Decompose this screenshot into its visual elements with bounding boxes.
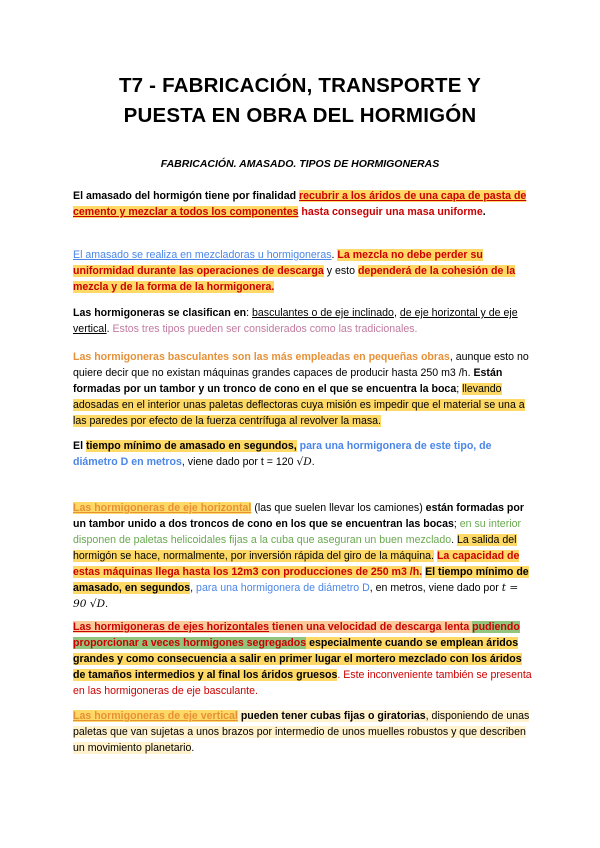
paragraph-clasificacion	[73, 305, 533, 337]
paragraph-amasado	[73, 188, 533, 220]
text-run: de eje horizontal y de eje vertical	[73, 307, 518, 335]
text-run: Estos tres tipos pueden ser considerados como las tradicionales.	[112, 323, 418, 335]
highlighted-text: tienen una velocidad de descarga lenta	[269, 621, 473, 633]
highlighted-text: Las hormigoneras de eje vertical	[73, 710, 238, 722]
text-run: El	[73, 440, 86, 452]
page-title	[40, 71, 560, 131]
highlighted-text: La capacidad de estas máquinas llega hasta los 12m3 con producciones de 250 m3 /h.	[73, 550, 520, 578]
text-run: El amasado se realiza en mezcladoras u hormigoneras	[73, 249, 332, 261]
text-run: Las hormigoneras se clasifican en	[73, 307, 247, 319]
section-subtitle: FABRICACIÓN. AMASADO. TIPOS DE HORMIGONERAS	[160, 158, 440, 170]
paragraph-eje-vertical	[73, 708, 533, 756]
highlighted-text: La mezcla no debe perder su uniformidad durante las operaciones de descarga	[73, 249, 483, 277]
text-run: para una hormigonera de diámetro D	[196, 582, 370, 594]
paragraph-basculantes	[73, 349, 533, 429]
highlighted-text: especialmente cuando se emplean áridos grandes y como consecuencia a salir en primer lugar el mortero mezclado con los áridos de tamaños intermedios y al final los áridos gruesos	[73, 637, 522, 681]
text-run: ;	[453, 518, 460, 530]
highlighted-text: recubrir a los áridos de una capa de pasta de cemento y mezclar a todos los componentes	[73, 190, 527, 218]
text-run: en su interior disponen de paletas helicoidales fijas a la cuba que aseguran un buen mezclado	[73, 518, 521, 546]
text-run: hasta conseguir una masa uniforme	[298, 206, 483, 218]
text-run: .	[451, 534, 458, 546]
text-run: están formadas por un tambor unido a dos troncos de cono en los que se encuentran las bocas	[73, 502, 524, 530]
paragraph-descarga	[73, 619, 533, 699]
highlighted-text: , disponiendo de unas paletas que van sujetas a unos brazos por intermedio de unos muelles robustos y que describen un movimiento planetario	[73, 710, 530, 754]
text-run: El amasado del hormigón tiene por finalidad	[73, 190, 300, 202]
text-run: .	[105, 598, 109, 610]
paragraph-eje-horizontal	[73, 500, 533, 612]
text-run: , viene dado por t = 120	[181, 456, 297, 468]
text-run: , en metros, viene dado por	[369, 582, 502, 594]
formula: √D	[296, 456, 312, 468]
text-run: ,	[190, 582, 197, 594]
text-run: Las hormigoneras basculantes son las más empleadas en pequeñas obras	[73, 351, 450, 363]
text-run: . Este inconveniente también se presenta en las hormigoneras de eje basculante.	[73, 669, 532, 697]
highlighted-text: La salida del hormigón se hace, normalmente, por inversión rápida del giro de la máquina.	[73, 534, 517, 562]
highlighted-text: Las hormigoneras de ejes horizontales	[73, 621, 270, 633]
text-run: ,	[393, 307, 400, 319]
highlighted-text: tiempo mínimo de amasado en segundos,	[85, 440, 297, 452]
paragraph-tiempo-basculante	[73, 438, 533, 470]
text-run: Están formadas por un tambor y un tronco de cono en el que se encuentra la boca	[73, 367, 503, 395]
highlighted-text: llevando adosadas en el interior unas paletas deflectoras cuya misión es impedir que el material se una a las paredes por efecto de la fuerza centrífuga al revolver la masa.	[73, 383, 525, 427]
highlighted-text: dependerá de la cohesión de la mezcla y de la forma de la hormigonera.	[73, 265, 516, 293]
highlighted-text: El tiempo mínimo de amasado, en segundos	[73, 566, 529, 594]
text-run: , aunque esto no quiere decir que no existan máquinas grandes capaces de producir hasta 250 m3 /h.	[73, 351, 529, 379]
text-run: .	[331, 249, 338, 261]
highlighted-text: Las hormigoneras de eje horizontal	[73, 502, 252, 514]
text-run: .	[106, 323, 113, 335]
paragraph-mezcladoras	[73, 247, 533, 295]
text-run: .	[191, 742, 195, 754]
text-run: .	[482, 206, 486, 218]
title-line-2: PUESTA EN OBRA DEL HORMIGÓN	[123, 104, 477, 127]
text-run: (las que suelen llevar los camiones)	[251, 502, 426, 514]
title-line-1: T7 - FABRICACIÓN, TRANSPORTE Y	[118, 74, 482, 97]
highlighted-text: pudiendo proporcionar a veces hormigones segregados	[73, 621, 520, 649]
text-run: .	[311, 456, 315, 468]
text-run: basculantes o de eje inclinado	[252, 307, 394, 319]
text-run: :	[246, 307, 252, 319]
text-run: y esto	[323, 265, 358, 277]
formula: t = 90 √D	[73, 582, 519, 610]
highlighted-text: pueden tener cubas fijas o giratorias	[237, 710, 426, 722]
text-run: para una hormigonera de este tipo, de diámetro D en metros	[73, 440, 492, 468]
text-run: ;	[456, 383, 463, 395]
